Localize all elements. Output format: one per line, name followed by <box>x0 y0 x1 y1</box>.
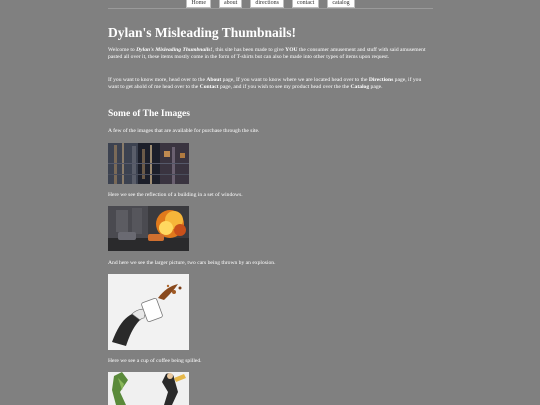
coffee-spill-image[interactable] <box>108 274 189 350</box>
nav-directions-link[interactable]: directions <box>250 0 284 8</box>
nav-catalog-link[interactable]: catalog <box>327 0 354 8</box>
nav-contact-link[interactable]: contact <box>292 0 319 8</box>
building-reflection-icon <box>108 143 189 184</box>
figures-image[interactable] <box>108 372 189 405</box>
gallery-heading: Some of The Images <box>108 109 190 119</box>
welcome-paragraph: Welcome to Dylan's Misleading Thumbnails!, this site has been made to give YOU the consumer amusement and stuff with said amusement pasted all over it, these items mostly come in the form of T-shirts but can also be made into other types of items upon request. <box>108 47 426 60</box>
building-reflection-image[interactable] <box>108 143 189 184</box>
caption-building: Here we see the reflection of a building in a set of windows. <box>108 192 243 198</box>
nav-home-link[interactable]: Home <box>186 0 211 8</box>
nav-about-link[interactable]: about <box>219 0 242 8</box>
top-navigation <box>108 0 433 9</box>
about-reference: About <box>206 77 222 83</box>
caption-explosion: And here we see the larger picture, two cars being thrown by an explosion. <box>108 260 276 266</box>
explosion-icon <box>108 206 189 251</box>
directions-reference: Directions <box>368 77 394 83</box>
figures-icon <box>108 372 189 405</box>
car-explosion-image[interactable] <box>108 206 189 251</box>
catalog-reference: Catalog <box>350 84 370 90</box>
contact-reference: Contact <box>199 84 219 90</box>
coffee-spill-icon <box>108 274 189 350</box>
page-title: Dylan's Misleading Thumbnails! <box>108 25 297 40</box>
caption-coffee: Here we see a cup of coffee being spilled. <box>108 358 202 364</box>
gallery-intro: A few of the images that are available for purchase through the site. <box>108 128 260 134</box>
navigation-help-paragraph: If you want to know more, head over to the About page, If you want to know where we are located head over to the Directions page, if you want to get ahold of me head over to the Contact page, and if you wish to see my product head over the the Catalog page. <box>108 77 422 90</box>
site-name: Dylan's Misleading Thumbnails! <box>136 47 213 53</box>
